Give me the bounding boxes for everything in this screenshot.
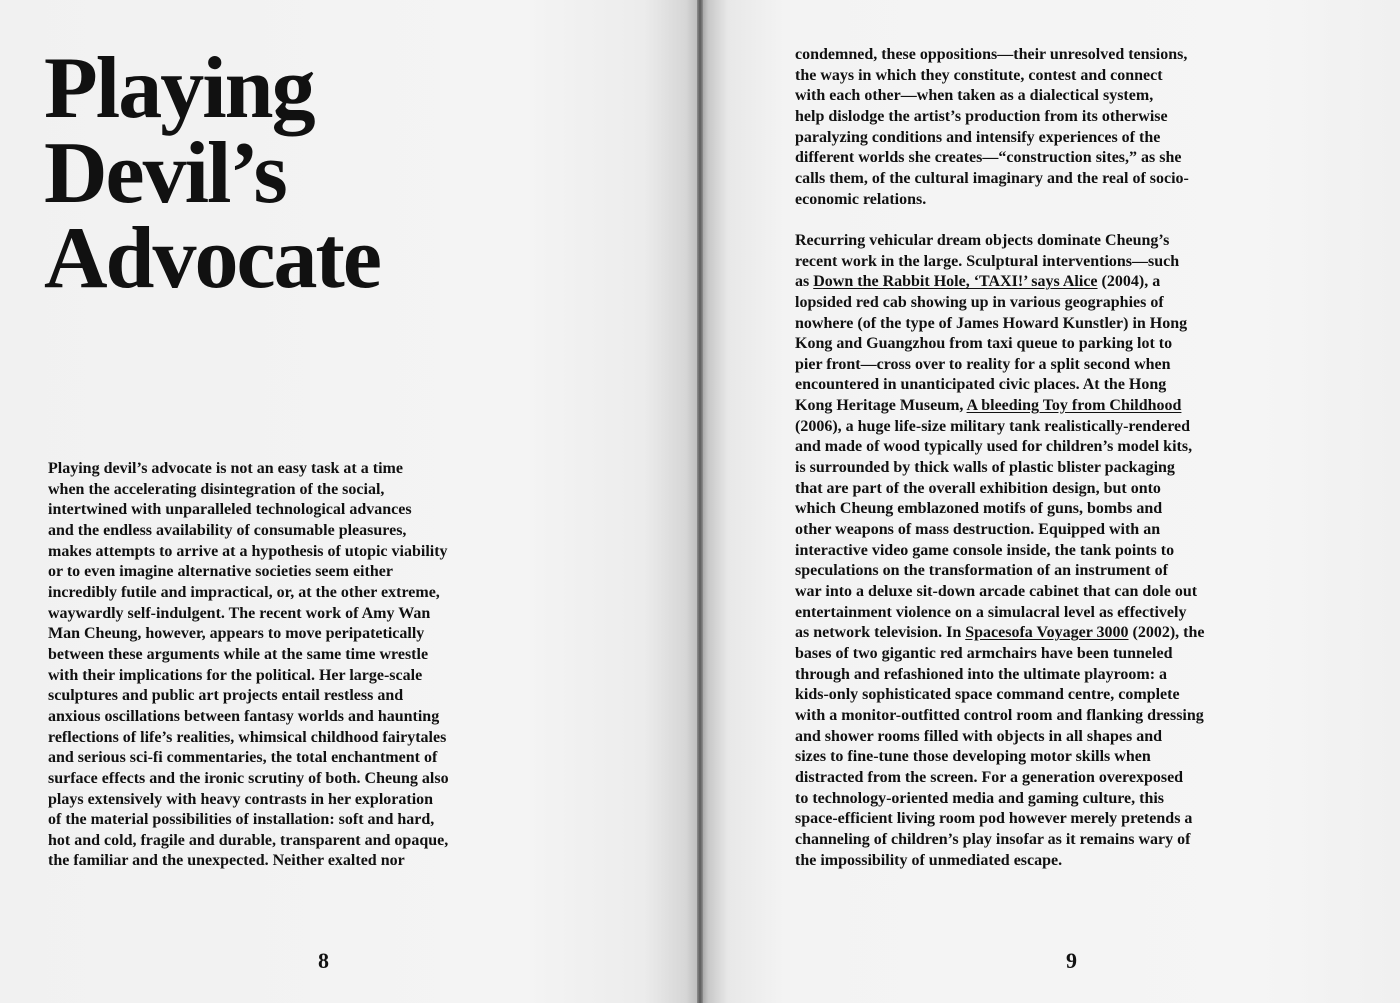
text-line: reflections of life’s realities, whimsical childhood fairytales [48, 728, 447, 746]
text-line: to technology-oriented media and gaming culture, this [795, 789, 1165, 807]
text-line: pier front—cross over to reality for a split second when [795, 355, 1171, 373]
text-line: anxious oscillations between fantasy worlds and haunting [48, 707, 440, 725]
text-line: distracted from the screen. For a generation overexposed [795, 768, 1184, 786]
text-line: interactive video game console inside, the tank points to [795, 541, 1175, 559]
text-line [795, 623, 1265, 644]
text-line: surface effects and the ironic scrutiny of both. Cheung also [48, 769, 449, 787]
text-line: recent work in the large. Sculptural interventions—such [795, 252, 1180, 270]
text-line: with each other—when taken as a dialectical system, [795, 87, 1154, 105]
text-line: with their implications for the political. Her large-scale [48, 666, 423, 684]
text-line: speculations on the transformation of an instrument of [795, 562, 1168, 580]
text-line: waywardly self-indulgent. The recent work of Amy Wan [48, 604, 431, 622]
text-line: between these arguments while at the same time wrestle [48, 645, 429, 663]
text-fragment: (2002), the [1128, 624, 1205, 642]
text-line: incredibly futile and impractical, or, at the other extreme, [48, 583, 440, 601]
text-line: condemned, these oppositions—their unresolved tensions, [795, 46, 1188, 63]
text-line: the ways in which they constitute, contest and connect [795, 66, 1163, 84]
text-line: that are part of the overall exhibition design, but onto [795, 479, 1161, 497]
text-line: sculptures and public art projects entail restless and [48, 687, 404, 705]
article-title [44, 40, 380, 307]
text-fragment: (2004), a [1097, 273, 1161, 291]
text-line: economic relations. [795, 190, 927, 208]
text-line: help dislodge the artist’s production from its otherwise [795, 107, 1168, 125]
text-line: paralyzing conditions and intensify experiences of the [795, 128, 1161, 146]
text-line: which Cheung emblazoned motifs of guns, bombs and [795, 500, 1163, 518]
page-number: 8 [318, 948, 329, 973]
text-line: makes attempts to arrive at a hypothesis of utopic viability [48, 542, 448, 560]
text-line: encountered in unanticipated civic places. At the Hong [795, 376, 1167, 394]
text-line: nowhere (of the type of James Howard Kunstler) in Hong [795, 314, 1188, 332]
text-fragment: Kong Heritage Museum, [795, 397, 967, 415]
artwork-title-taxi: Down the Rabbit Hole, ‘TAXI!’ says Alice [813, 273, 1098, 291]
text-line: channeling of children’s play insofar as it remains wary of [795, 830, 1191, 848]
text-line: lopsided red cab showing up in various geographies of [795, 293, 1164, 311]
text-line: Recurring vehicular dream objects dominate Cheung’s [795, 231, 1170, 249]
text-line: or to even imagine alternative societies seem either [48, 563, 393, 581]
text-line: through and refashioned into the ultimate playroom: a [795, 665, 1168, 683]
text-line: and shower rooms filled with objects in all shapes and [795, 727, 1163, 745]
text-line: plays extensively with heavy contrasts in her exploration [48, 790, 434, 808]
text-line: and serious sci-fi commentaries, the total enchantment of [48, 749, 438, 767]
text-line: is surrounded by thick walls of plastic blister packaging [795, 459, 1175, 477]
artwork-title-spacesofa: Spacesofa Voyager 3000 [965, 624, 1129, 642]
text-line [795, 272, 1265, 293]
text-line: Kong and Guangzhou from taxi queue to parking lot to [795, 335, 1173, 353]
paragraph-gap [795, 210, 1265, 231]
text-line: kids-only sophisticated space command centre, complete [795, 686, 1180, 704]
title-line: Advocate [44, 210, 380, 307]
title-line: Playing [44, 40, 314, 137]
text-line: of the material possibilities of installation: soft and hard, [48, 811, 435, 829]
text-line: calls them, of the cultural imaginary and the real of socio- [795, 169, 1189, 187]
text-line: other weapons of mass destruction. Equipped with an [795, 521, 1161, 539]
artwork-title-toy: A bleeding Toy from Childhood [966, 397, 1182, 415]
text-line: sizes to fine-tune those developing motor skills when [795, 748, 1151, 766]
text-line: and the endless availability of consumable pleasures, [48, 521, 407, 539]
text-line: (2006), a huge life-size military tank realistically-rendered [795, 417, 1191, 435]
book-gutter [697, 0, 703, 1003]
text-line: Man Cheung, however, appears to move peripatetically [48, 625, 425, 643]
text-line: intertwined with unparalleled technological advances [48, 501, 412, 519]
text-line: and made of wood typically used for children’s model kits, [795, 438, 1193, 456]
text-line: Playing devil’s advocate is not an easy task at a time [48, 460, 403, 477]
text-line: space-efficient living room pod however merely pretends a [795, 810, 1193, 828]
text-line: when the accelerating disintegration of the social, [48, 480, 385, 498]
text-line: the familiar and the unexpected. Neither exalted nor [48, 852, 405, 870]
text-line: hot and cold, fragile and durable, transparent and opaque, [48, 831, 449, 849]
left-body-text [48, 459, 518, 872]
text-line: war into a deluxe sit-down arcade cabinet that can dole out [795, 583, 1198, 601]
text-fragment: as network television. In [795, 624, 966, 642]
right-body-text [795, 45, 1265, 871]
text-line: bases of two gigantic red armchairs have been tunneled [795, 645, 1173, 663]
text-line [795, 396, 1265, 417]
text-line: with a monitor-outfitted control room and flanking dressing [795, 706, 1204, 724]
text-line: different worlds she creates—“construction sites,” as she [795, 149, 1182, 167]
title-line: Devil’s [44, 125, 286, 222]
text-line: the impossibility of unmediated escape. [795, 851, 1063, 869]
text-fragment: as [795, 273, 814, 291]
text-line: entertainment violence on a simulacral level as effectively [795, 603, 1187, 621]
page-number: 9 [1066, 948, 1077, 973]
